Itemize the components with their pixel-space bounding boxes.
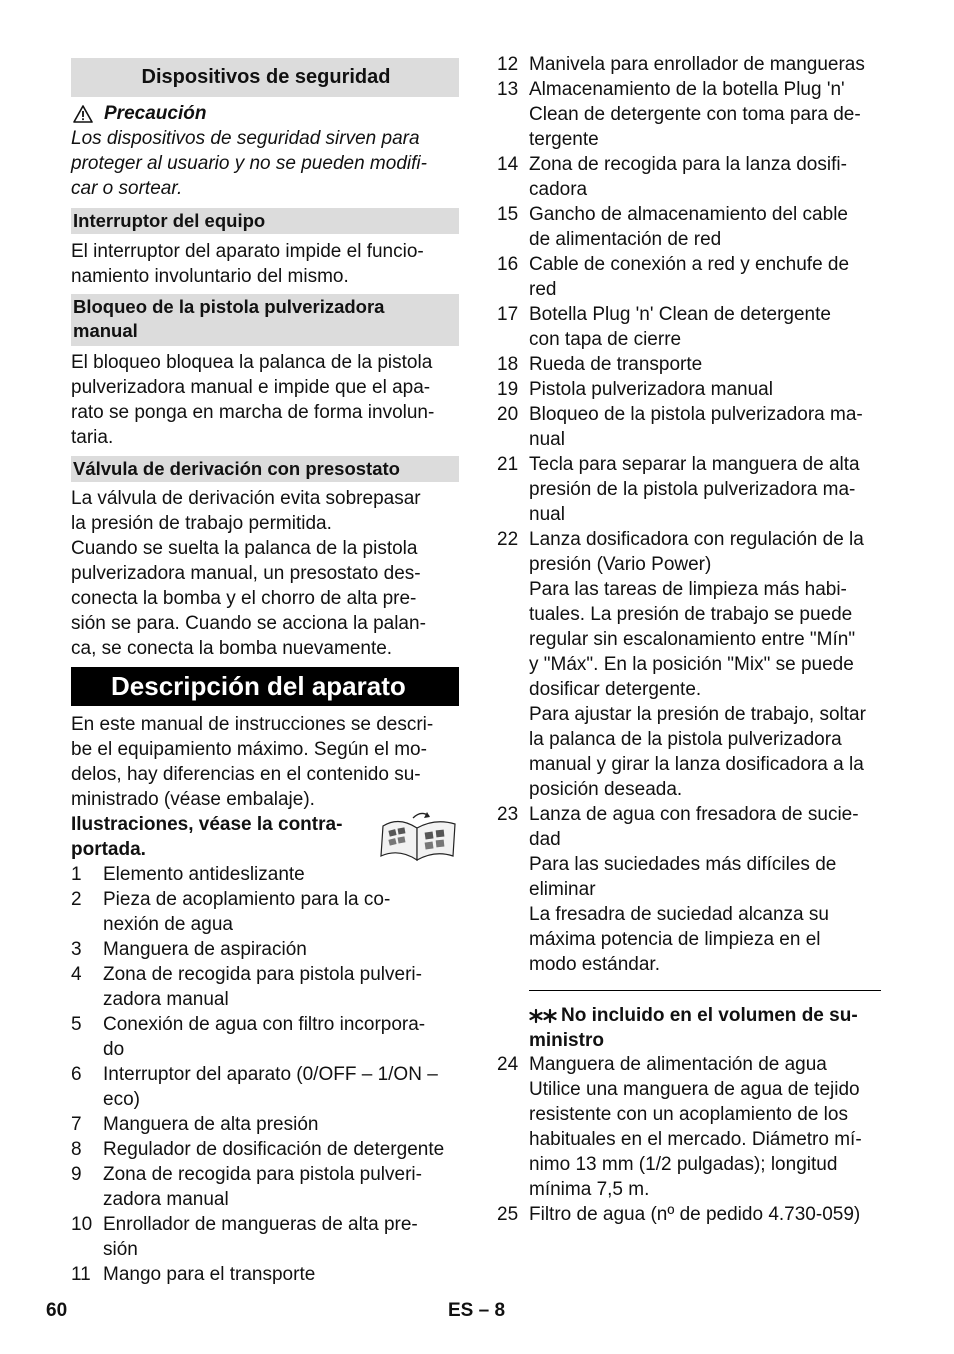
list-item-text: Enrollador de mangueras de alta pre- xyxy=(103,1214,418,1235)
list-item-text: posición deseada. xyxy=(529,779,683,800)
list-item-number: 7 xyxy=(71,1114,82,1135)
list-item-text: Pieza de acoplamiento para la co- xyxy=(103,889,391,910)
list-item-number: 19 xyxy=(497,379,519,400)
list-item-text: Utilice una manguera de agua de tejido xyxy=(529,1079,860,1100)
language-page-label: ES – 8 xyxy=(448,1300,506,1321)
list-item-text: Gancho de almacenamiento del cable xyxy=(529,204,848,225)
list-item-text: presión (Vario Power) xyxy=(529,554,712,575)
list-item-text: dosificar detergente. xyxy=(529,679,702,700)
list-item-text: eliminar xyxy=(529,879,596,900)
bloqueo-paragraph: El bloqueo bloquea la palanca de la pistola pulverizadora manual e impide que el apa- rato se ponga en marcha de forma involun- taria. xyxy=(71,352,435,448)
list-item-number: 16 xyxy=(497,254,519,275)
list-item-text: nual xyxy=(529,504,565,525)
list-item-text: regular sin escalonamiento entre "Mín" xyxy=(529,629,856,650)
caution-text-line: car o sortear. xyxy=(71,178,183,199)
list-item-text: Zona de recogida para la lanza dosifi- xyxy=(529,154,847,175)
separator-rule xyxy=(529,990,881,991)
list-item-text: mínima 7,5 m. xyxy=(529,1179,650,1200)
list-item-text: do xyxy=(103,1039,125,1060)
list-item-number: 20 xyxy=(497,404,519,425)
list-item-number: 24 xyxy=(497,1054,519,1075)
list-item-text: de alimentación de red xyxy=(529,229,722,250)
list-item-number: 15 xyxy=(497,204,519,225)
list-item-number: 25 xyxy=(497,1204,519,1225)
list-item-number: 12 xyxy=(497,54,519,75)
list-item-number: 11 xyxy=(71,1264,91,1285)
list-item-text: Tecla para separar la manguera de alta xyxy=(529,454,860,475)
warning-icon xyxy=(73,105,93,123)
list-item-number: 23 xyxy=(497,804,519,825)
list-item-text: zadora manual xyxy=(103,1189,229,1210)
list-item-text: Interruptor del aparato (0/OFF – 1/ON – xyxy=(103,1064,438,1085)
list-item-text: Manguera de alta presión xyxy=(103,1114,319,1135)
list-item-text: Botella Plug 'n' Clean de detergente xyxy=(529,304,831,325)
list-item-text: zadora manual xyxy=(103,989,229,1010)
list-item-text: Para las suciedades más difíciles de xyxy=(529,854,837,875)
list-item-text: eco) xyxy=(103,1089,140,1110)
list-item-number: 4 xyxy=(71,964,82,985)
list-item-text: Conexión de agua con filtro incorpora- xyxy=(103,1014,426,1035)
list-item-number: 10 xyxy=(71,1214,93,1235)
list-item-text: Manguera de alimentación de agua xyxy=(529,1054,827,1075)
list-item-text: con tapa de cierre xyxy=(529,329,682,350)
ilustraciones-note: Ilustraciones, véase la contra- portada. xyxy=(71,814,343,860)
list-item-text: presión de la pistola pulverizadora ma- xyxy=(529,479,856,500)
list-item-text: Manguera de aspiración xyxy=(103,939,307,960)
heading-valvula: Válvula de derivación con presostato xyxy=(71,456,459,482)
list-item-text: Elemento antideslizante xyxy=(103,864,305,885)
list-item-text: Regulador de dosificación de detergente xyxy=(103,1139,445,1160)
list-item-text: Mango para el transporte xyxy=(103,1264,316,1285)
heading-interruptor: Interruptor del equipo xyxy=(71,208,459,234)
list-item-number: 22 xyxy=(497,529,519,550)
list-item-text: red xyxy=(529,279,557,300)
list-item-text: Para las tareas de limpieza más habi- xyxy=(529,579,847,600)
list-item-number: 14 xyxy=(497,154,519,175)
list-item-number: 13 xyxy=(497,79,519,100)
list-item-text: Zona de recogida para pistola pulveri- xyxy=(103,964,422,985)
open-manual-icon xyxy=(377,810,459,866)
list-item-text: nimo 13 mm (1/2 pulgadas); longitud xyxy=(529,1154,838,1175)
list-item-text: Clean de detergente con toma para de- xyxy=(529,104,861,125)
list-item-text: resistente con un acoplamiento de los xyxy=(529,1104,848,1125)
list-item-text: modo estándar. xyxy=(529,954,660,975)
caution-text-line: Los dispositivos de seguridad sirven para xyxy=(71,128,420,149)
list-item-text: Lanza dosificadora con regulación de la xyxy=(529,529,864,550)
heading-bloqueo: Bloqueo de la pistola pulverizadora manual xyxy=(71,294,459,346)
list-item-text: la palanca de la pistola pulverizadora xyxy=(529,729,842,750)
list-item-number: 21 xyxy=(497,454,519,475)
heading-dispositivos-seguridad: Dispositivos de seguridad xyxy=(71,58,459,97)
list-item-number: 9 xyxy=(71,1164,82,1185)
list-item-text: dad xyxy=(529,829,561,850)
caution-text-line: proteger al usuario y no se pueden modifi- xyxy=(71,153,427,174)
page-number: 60 xyxy=(46,1300,68,1321)
list-item-text: Zona de recogida para pistola pulveri- xyxy=(103,1164,422,1185)
list-item-number: 1 xyxy=(71,864,82,885)
double-asterisk-icon xyxy=(529,1008,557,1024)
list-item-text: nexión de agua xyxy=(103,914,233,935)
list-item-number: 8 xyxy=(71,1139,82,1160)
list-item-text: La fresadra de suciedad alcanza su xyxy=(529,904,829,925)
list-item-text: Cable de conexión a red y enchufe de xyxy=(529,254,850,275)
list-item-number: 5 xyxy=(71,1014,82,1035)
valvula-paragraph: La válvula de derivación evita sobrepasar la presión de trabajo permitida. Cuando se suelta la palanca de la pistola pulverizadora manual, un presostato des- conecta la bomba y el chorro de alta pre- sión se para. Cuando se acciona la palan- ca, se conecta la bomba nuevamente. xyxy=(71,488,426,659)
list-item-text: Pistola pulverizadora manual xyxy=(529,379,773,400)
list-item-text: nual xyxy=(529,429,565,450)
list-item-text: sión xyxy=(103,1239,138,1260)
list-item-number: 3 xyxy=(71,939,82,960)
list-item-number: 17 xyxy=(497,304,519,325)
list-item-text: Para ajustar la presión de trabajo, soltar xyxy=(529,704,866,725)
list-item-text: Filtro de agua (nº de pedido 4.730-059) xyxy=(529,1204,861,1225)
list-item-number: 2 xyxy=(71,889,82,910)
list-item-text: tergente xyxy=(529,129,599,150)
list-item-text: Lanza de agua con fresadora de sucie- xyxy=(529,804,859,825)
list-item-text: Rueda de transporte xyxy=(529,354,703,375)
list-item-text: tuales. La presión de trabajo se puede xyxy=(529,604,853,625)
list-item-text: Bloqueo de la pistola pulverizadora ma- xyxy=(529,404,863,425)
list-item-number: 18 xyxy=(497,354,519,375)
list-item-text: Manivela para enrollador de mangueras xyxy=(529,54,865,75)
heading-descripcion-aparato: Descripción del aparato xyxy=(71,667,459,706)
list-item-text: y "Máx". En la posición "Mix" se puede xyxy=(529,654,854,675)
list-item-text: manual y girar la lanza dosificadora a la xyxy=(529,754,864,775)
caution-label: Precaución xyxy=(104,103,207,124)
list-item-text: Almacenamiento de la botella Plug 'n' xyxy=(529,79,845,100)
list-item-number: 6 xyxy=(71,1064,82,1085)
list-item-text: habituales en el mercado. Diámetro mí- xyxy=(529,1129,862,1150)
list-item-text: máxima potencia de limpieza en el xyxy=(529,929,821,950)
interruptor-paragraph: El interruptor del aparato impide el funcio- namiento involuntario del mismo. xyxy=(71,241,424,287)
list-item-text: cadora xyxy=(529,179,588,200)
descripcion-paragraph: En este manual de instrucciones se descri- be el equipamiento máximo. Según el mo- delos, hay diferencias en el contenido su- ministrado (véase embalaje). xyxy=(71,714,434,810)
